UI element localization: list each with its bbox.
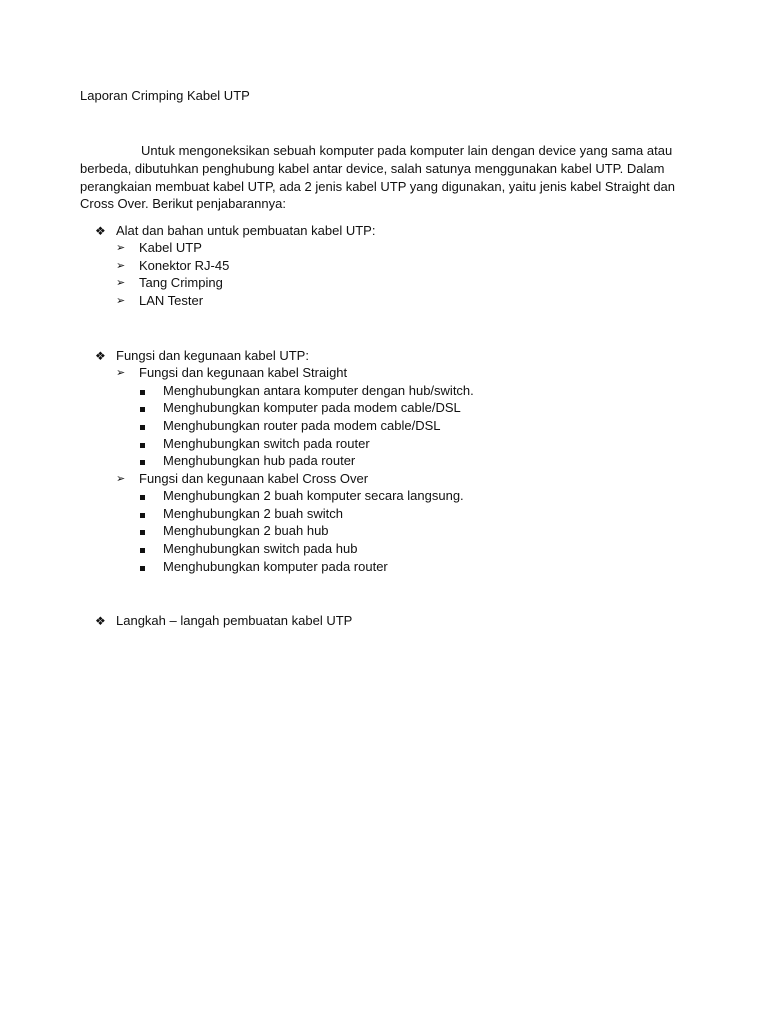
list-item — [140, 436, 370, 452]
arrow-bullet-icon: ➢ — [116, 260, 126, 272]
arrow-bullet-icon: ➢ — [116, 295, 126, 307]
square-bullet-icon — [140, 407, 145, 412]
square-bullet-icon — [140, 495, 145, 500]
diamond-bullet-icon: ❖ — [95, 224, 106, 238]
straight-function-item: Menghubungkan router pada modem cable/DSL — [163, 418, 441, 433]
arrow-bullet-icon: ➢ — [116, 367, 126, 379]
tool-item: LAN Tester — [139, 293, 204, 308]
straight-function-item: Menghubungkan hub pada router — [163, 453, 356, 468]
list-item — [116, 293, 203, 309]
tool-item: Tang Crimping — [139, 275, 223, 290]
square-bullet-icon — [140, 460, 145, 465]
section-heading-functions: Fungsi dan kegunaan kabel UTP: — [116, 348, 309, 363]
list-item — [95, 348, 309, 364]
square-bullet-icon — [140, 548, 145, 553]
list-item — [116, 240, 202, 256]
cross-over-function-item: Menghubungkan switch pada hub — [163, 541, 358, 556]
tool-item: Konektor RJ-45 — [139, 258, 230, 273]
section-heading-steps: Langkah – langah pembuatan kabel UTP — [116, 613, 353, 628]
square-bullet-icon — [140, 513, 145, 518]
square-bullet-icon — [140, 443, 145, 448]
straight-function-item: Menghubungkan antara komputer dengan hub/switch. — [163, 383, 474, 398]
list-item — [140, 506, 343, 522]
list-item — [140, 400, 461, 416]
square-bullet-icon — [140, 390, 145, 395]
diamond-bullet-icon: ❖ — [95, 349, 106, 363]
list-item — [140, 559, 388, 575]
diamond-bullet-icon: ❖ — [95, 614, 106, 628]
list-item — [95, 613, 352, 629]
list-item — [140, 523, 329, 539]
list-item — [95, 223, 375, 239]
square-bullet-icon — [140, 425, 145, 430]
cross-over-function-item: Menghubungkan 2 buah komputer secara langsung. — [163, 488, 464, 503]
arrow-bullet-icon: ➢ — [116, 277, 126, 289]
list-item — [116, 365, 347, 381]
list-item — [140, 418, 441, 434]
arrow-bullet-icon: ➢ — [116, 473, 126, 485]
section-heading-tools: Alat dan bahan untuk pembuatan kabel UTP: — [116, 223, 376, 238]
list-item — [116, 275, 223, 291]
arrow-bullet-icon: ➢ — [116, 242, 126, 254]
subsection-heading-cross-over: Fungsi dan kegunaan kabel Cross Over — [139, 471, 369, 486]
straight-function-item: Menghubungkan komputer pada modem cable/DSL — [163, 400, 461, 415]
cross-over-function-item: Menghubungkan 2 buah switch — [163, 506, 343, 521]
intro-paragraph: Untuk mengoneksikan sebuah komputer pada komputer lain dengan device yang sama atau berbeda, dibutuhkan penghubung kabel antar device, salah satunya menggunakan kabel UTP. Dalam perangkaian membuat kabel UTP, ada 2 jenis kabel UTP yang digunakan, yaitu jenis kabel Straight dan Cross Over. Berikut penjabarannya: — [80, 143, 676, 212]
document-title: Laporan Crimping Kabel UTP — [80, 88, 250, 103]
subsection-heading-straight: Fungsi dan kegunaan kabel Straight — [139, 365, 348, 380]
list-item — [140, 488, 464, 504]
tool-item: Kabel UTP — [139, 240, 202, 255]
straight-function-item: Menghubungkan switch pada router — [163, 436, 370, 451]
list-item — [116, 258, 229, 274]
list-item — [140, 541, 357, 557]
cross-over-function-item: Menghubungkan 2 buah hub — [163, 523, 329, 538]
square-bullet-icon — [140, 530, 145, 535]
list-item — [140, 453, 355, 469]
cross-over-function-item: Menghubungkan komputer pada router — [163, 559, 388, 574]
list-item — [140, 383, 474, 399]
list-item — [116, 471, 368, 487]
square-bullet-icon — [140, 566, 145, 571]
